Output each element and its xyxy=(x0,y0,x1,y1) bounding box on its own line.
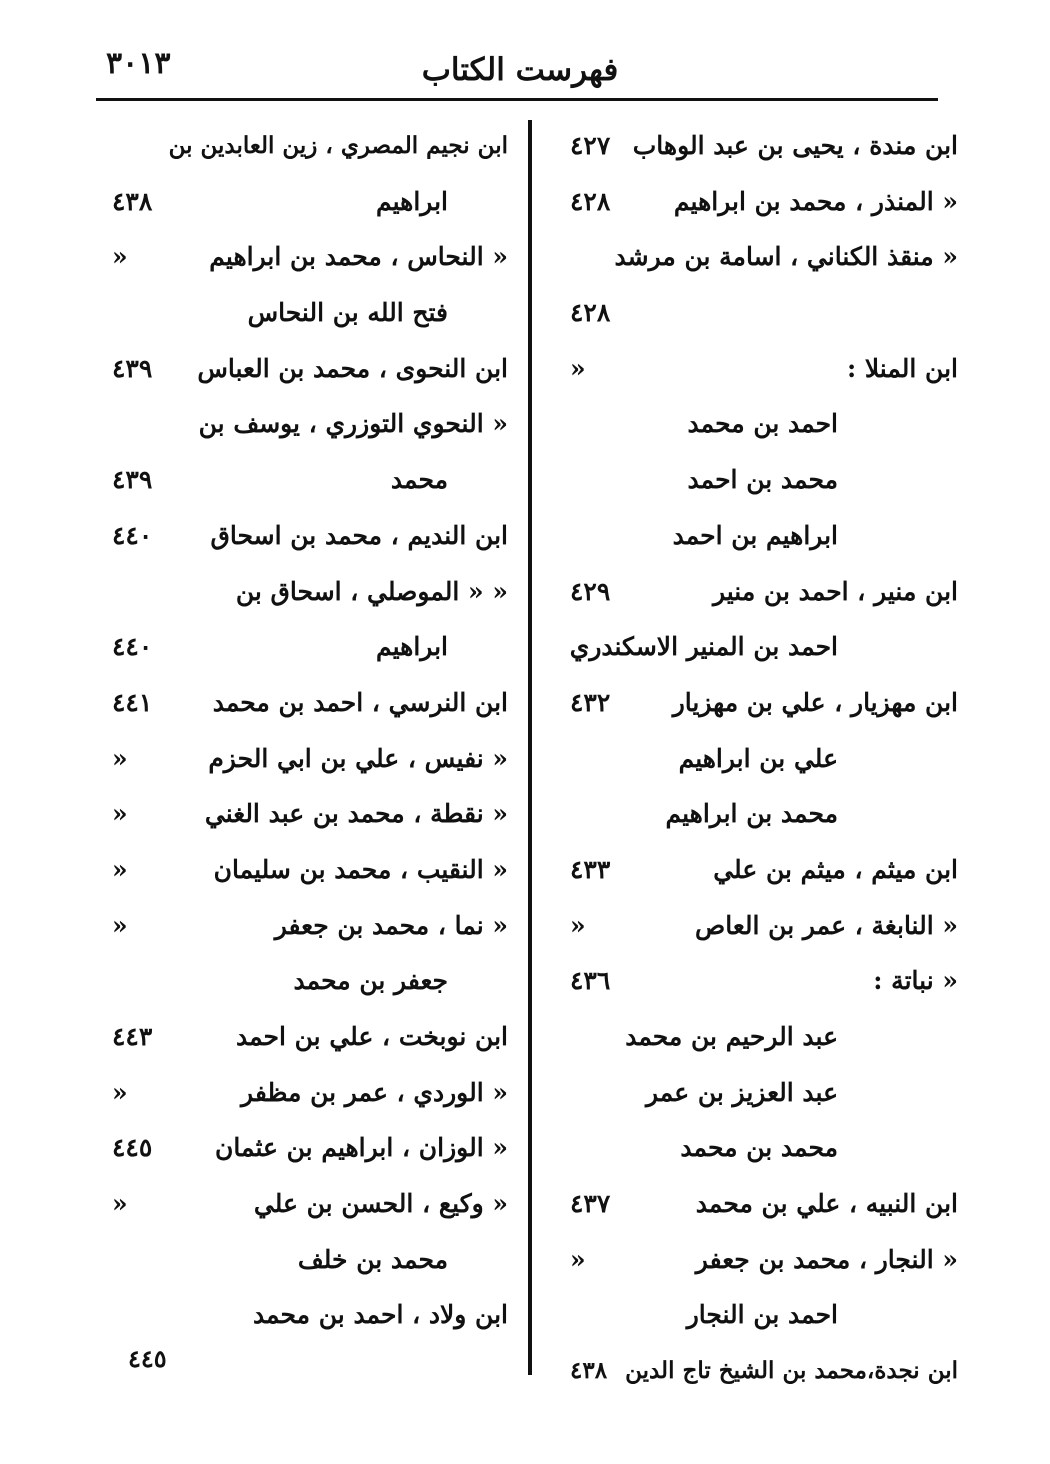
index-entry xyxy=(570,229,958,285)
entry-page: ٤٣٨ xyxy=(112,186,153,216)
entry-name: ابن نوبخت ، علي بن احمد xyxy=(235,1022,508,1051)
entry-name: « النحوي التوزري ، يوسف بن xyxy=(198,409,508,439)
index-entry xyxy=(570,118,958,174)
entry-page: ٤٤٠ xyxy=(112,632,153,662)
entry-page: ٤٣٨ xyxy=(570,1357,608,1385)
entry-name: احمد بن النجار xyxy=(686,1300,838,1330)
entry-page: ٤٣٣ xyxy=(570,854,611,884)
entry-name: ابن نجيم المصري ، زين العابدين بن xyxy=(168,132,508,159)
entry-page: ٤٣٢ xyxy=(570,687,611,717)
entry-name: « الوزان ، ابراهيم بن عثمان xyxy=(215,1133,508,1163)
index-entry xyxy=(570,341,958,397)
index-entry xyxy=(570,1065,958,1121)
index-entry xyxy=(112,731,508,787)
index-entry xyxy=(112,1065,508,1121)
entry-page: ٤٣٩ xyxy=(112,465,153,495)
index-entry xyxy=(112,1287,508,1343)
index-entry xyxy=(570,396,958,452)
entry-name: جعفر بن محمد xyxy=(293,966,448,996)
index-entry xyxy=(570,452,958,508)
index-entry xyxy=(112,508,508,564)
entry-name: « النحاس ، محمد بن ابراهيم xyxy=(209,242,508,272)
entry-name: ابن ميثم ، ميثم بن علي xyxy=(713,854,958,884)
index-entry xyxy=(570,675,958,731)
entry-name: « المنذر ، محمد بن ابراهيم xyxy=(673,186,958,216)
entry-name: ابن نجدة،محمد بن الشيخ تاج الدين xyxy=(625,1357,958,1385)
index-entry xyxy=(570,786,958,842)
entry-page: ٤٣٩ xyxy=(112,353,153,383)
entry-name: احمد بن محمد xyxy=(687,409,838,439)
entry-page: « xyxy=(112,799,128,829)
entry-name: ابن النبيه ، علي بن محمد xyxy=(695,1189,958,1219)
entry-name: ابراهيم xyxy=(375,632,448,662)
entry-name: محمد بن احمد xyxy=(687,465,838,495)
index-entry xyxy=(112,174,508,230)
entry-name: « « الموصلي ، اسحاق بن xyxy=(235,576,508,606)
entry-name: ابراهيم xyxy=(375,186,448,216)
entry-name: محمد بن ابراهيم xyxy=(665,799,838,829)
index-entry xyxy=(570,898,958,954)
index-entry xyxy=(112,842,508,898)
entry-name: ابن ولاد ، احمد بن محمد xyxy=(252,1300,508,1330)
index-entry xyxy=(112,898,508,954)
entry-page: « xyxy=(112,1077,128,1107)
entry-page: ٤٢٨ xyxy=(570,298,611,328)
index-entry xyxy=(570,285,958,341)
entry-page: ٤٣٦ xyxy=(570,966,611,996)
entry-name: « وكيع ، الحسن بن علي xyxy=(253,1189,508,1219)
index-entry xyxy=(570,1343,958,1399)
entry-name: « النجار ، محمد بن جعفر xyxy=(695,1244,958,1274)
index-entry xyxy=(112,341,508,397)
index-entry xyxy=(112,619,508,675)
entry-page: « xyxy=(112,854,128,884)
entry-page: ٤٢٩ xyxy=(570,576,611,606)
index-entry xyxy=(112,1120,508,1176)
entry-name: « نقطة ، محمد بن عبد الغني xyxy=(204,799,508,829)
entry-page: « xyxy=(112,242,128,272)
entry-name: ابن مهزيار ، علي بن مهزيار xyxy=(672,687,958,717)
header-rule xyxy=(96,98,938,101)
entry-name: « نباتة : xyxy=(873,966,958,996)
page-number: ٣٠١٣ xyxy=(106,46,171,81)
entry-page: « xyxy=(570,1244,586,1274)
entry-name: ابن النديم ، محمد بن اسحاق xyxy=(210,520,508,550)
index-entry xyxy=(112,564,508,620)
entry-name: ابن النرسي ، احمد بن محمد xyxy=(212,687,508,717)
index-entry xyxy=(570,508,958,564)
entry-page: « xyxy=(112,1189,128,1219)
index-entry xyxy=(570,564,958,620)
index-entry xyxy=(112,118,508,174)
entry-name: « نفيس ، علي بن ابي الحزم xyxy=(208,743,508,773)
entry-name: « منقذ الكناني ، اسامة بن مرشد xyxy=(614,242,958,272)
index-entry xyxy=(570,174,958,230)
column-divider xyxy=(528,120,532,1375)
entry-page: ٤٤٣ xyxy=(112,1022,153,1051)
entry-name: فتح الله بن النحاس xyxy=(247,298,448,328)
entry-page: ٤٢٧ xyxy=(570,131,611,160)
index-entry xyxy=(112,396,508,452)
page-title: فهرست الكتاب xyxy=(421,52,619,88)
entry-name: محمد بن محمد xyxy=(680,1133,838,1163)
entry-page: ٤٢٨ xyxy=(570,186,611,216)
entry-name: محمد xyxy=(390,465,448,495)
index-column-right xyxy=(570,118,958,1399)
index-entry xyxy=(570,1176,958,1232)
entry-page: ٤٤٥ xyxy=(112,1133,153,1163)
index-entry xyxy=(570,842,958,898)
index-entry xyxy=(112,452,508,508)
entry-page: « xyxy=(570,910,586,940)
index-entry xyxy=(112,1009,508,1065)
entry-name: « النابغة ، عمر بن العاص xyxy=(695,910,958,940)
entry-name: ابن منير ، احمد بن منير xyxy=(712,576,958,606)
entry-name: عبد العزيز بن عمر xyxy=(645,1077,838,1107)
entry-page: ٤٤٠ xyxy=(112,520,153,550)
entry-page: ٤٣٧ xyxy=(570,1189,611,1219)
index-entry xyxy=(112,786,508,842)
entry-name: علي بن ابراهيم xyxy=(678,743,838,773)
index-entry xyxy=(112,953,508,1009)
index-entry xyxy=(112,285,508,341)
index-entry xyxy=(570,1287,958,1343)
index-entry xyxy=(570,731,958,787)
index-entry xyxy=(112,1176,508,1232)
index-entry xyxy=(570,953,958,1009)
index-entry xyxy=(570,619,958,675)
entry-name: ابن المنلا : xyxy=(846,353,958,383)
index-entry xyxy=(570,1120,958,1176)
entry-name: ابن مندة ، يحيى بن عبد الوهاب xyxy=(632,131,958,160)
entry-name: محمد بن خلف xyxy=(297,1244,448,1274)
footer-page-number: ٤٤٥ xyxy=(128,1344,167,1373)
entry-name: « الوردي ، عمر بن مظفر xyxy=(241,1077,508,1107)
entry-page: ٤٤١ xyxy=(112,687,153,717)
index-entry xyxy=(112,675,508,731)
index-entry xyxy=(570,1232,958,1288)
index-column-left xyxy=(112,118,508,1343)
entry-page: « xyxy=(112,910,128,940)
index-entry xyxy=(112,229,508,285)
entry-name: ابن النحوى ، محمد بن العباس xyxy=(197,353,508,383)
entry-name: ابراهيم بن احمد xyxy=(672,520,838,550)
entry-name: « النقيب ، محمد بن سليمان xyxy=(213,854,508,884)
index-entry xyxy=(570,1009,958,1065)
entry-page: « xyxy=(112,743,128,773)
entry-page: « xyxy=(570,353,586,383)
index-entry xyxy=(112,1232,508,1288)
entry-name: احمد بن المنير الاسكندري xyxy=(570,632,838,662)
entry-name: عبد الرحيم بن محمد xyxy=(625,1022,838,1051)
entry-name: « نما ، محمد بن جعفر xyxy=(274,910,508,940)
